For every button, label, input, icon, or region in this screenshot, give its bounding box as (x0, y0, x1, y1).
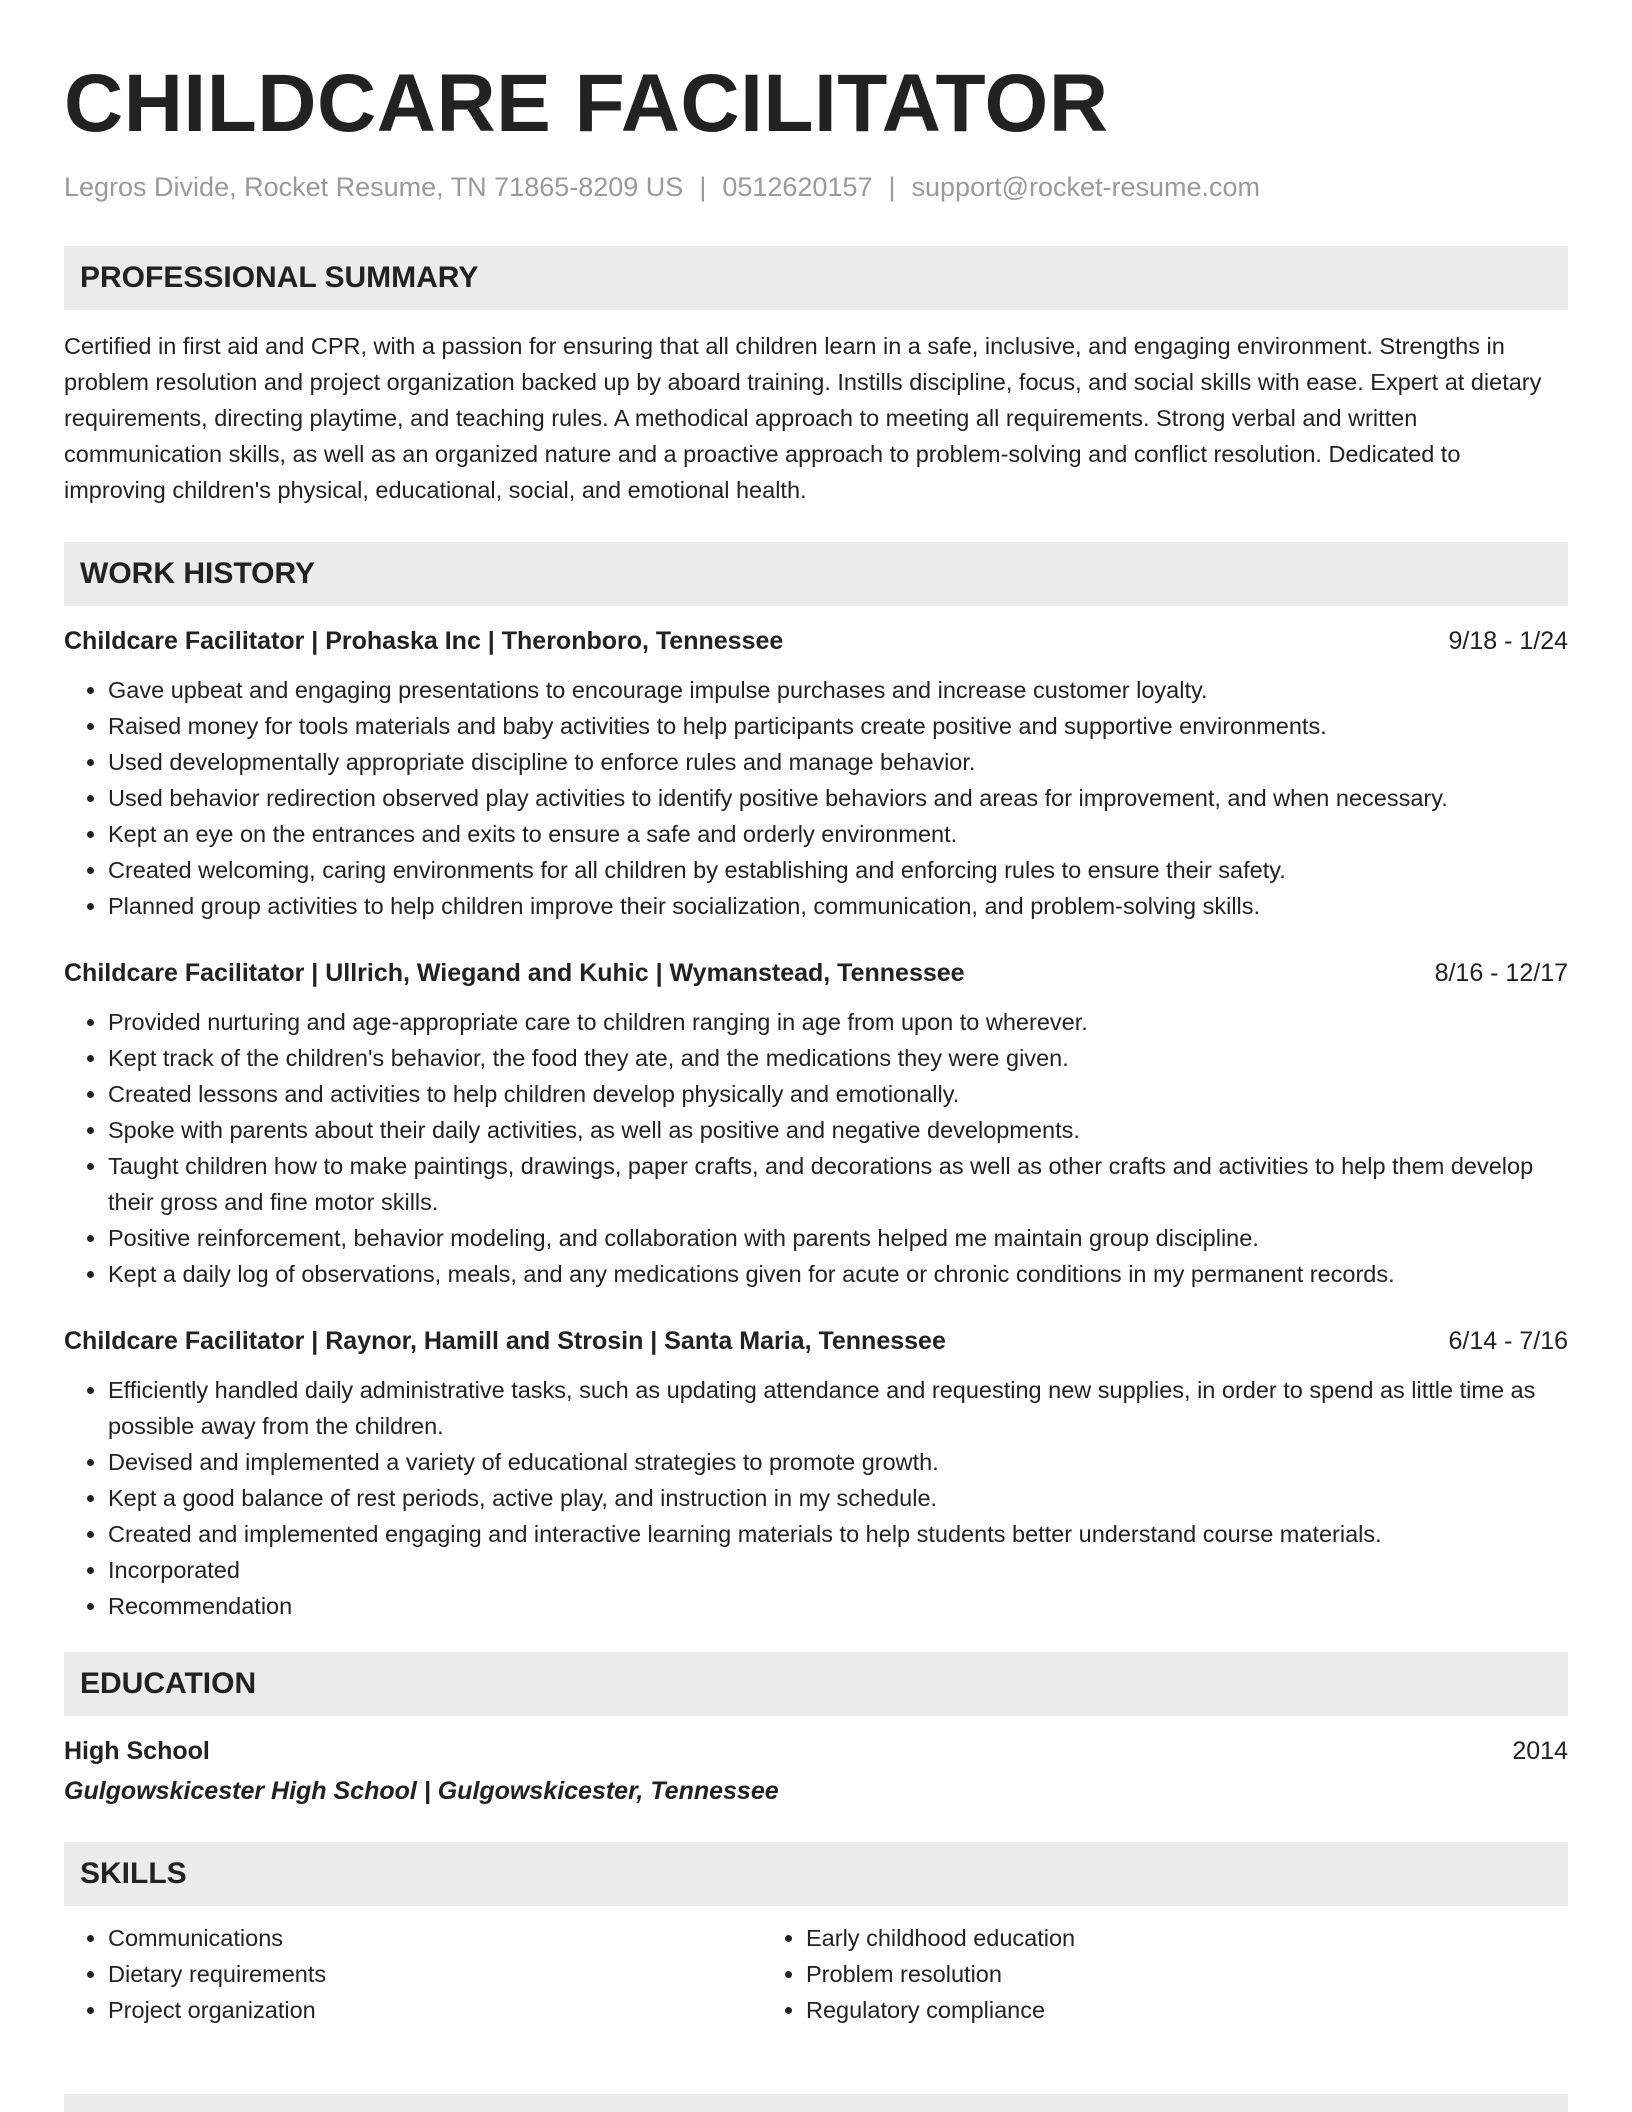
skills-heading: SKILLS (64, 1842, 1568, 1906)
job-head (64, 956, 1568, 990)
job-bullet: • Efficiently handled daily administrative tasks, such as updating attendance and requesting new supplies, in order to spend as little time as possible away from the children. (108, 1372, 1568, 1444)
job-bullet: • Kept an eye on the entrances and exits to ensure a safe and orderly environment. (108, 816, 1568, 852)
education-degree: High School (64, 1737, 210, 1765)
education-entry (64, 1734, 1568, 1808)
job-bullets (64, 1372, 1568, 1624)
education-year: 2014 (1512, 1737, 1568, 1765)
job-bullet: • Used developmentally appropriate discipline to enforce rules and manage behavior. (108, 744, 1568, 780)
skill-item: • Project organization (108, 1992, 762, 2028)
summary-text: Certified in first aid and CPR, with a passion for ensuring that all children learn in a safe, inclusive, and engaging environment. Strengths in problem resolution and project organization backed up by aboard training. Instills discipline, focus, and social skills with ease. Expert at dietary requirements, directing playtime, and teaching rules. A methodical approach to meeting all requirements. Strong verbal and written communication skills, as well as an organized nature and a proactive approach to problem-solving and conflict resolution. Dedicated to improving children's physical, educational, social, and emotional health. (64, 333, 1542, 503)
job-entry (64, 1324, 1568, 1624)
job-bullet: • Kept track of the children's behavior, the food they ate, and the medications they were given. (108, 1040, 1568, 1076)
skill-item: • Communications (108, 1920, 762, 1956)
skills-column-left (64, 1920, 762, 2028)
job-entry (64, 956, 1568, 1292)
contact-phone: 0512620157 (722, 172, 873, 202)
education-head (64, 1734, 1568, 1768)
job-entry (64, 624, 1568, 924)
contact-line (64, 170, 1568, 204)
contact-separator: | (699, 172, 707, 202)
contact-address: Legros Divide, Rocket Resume, TN 71865-8209 US (64, 172, 684, 202)
job-bullet: • Incorporated (108, 1552, 1568, 1588)
job-bullets (64, 1004, 1568, 1292)
skill-item: • Early childhood education (806, 1920, 1460, 1956)
education-school: Gulgowskicester High School | Gulgowskicester, Tennessee (64, 1777, 779, 1805)
skill-item: • Problem resolution (806, 1956, 1460, 1992)
job-bullet: • Positive reinforcement, behavior modeling, and collaboration with parents helped me maintain group discipline. (108, 1220, 1568, 1256)
job-bullet: • Recommendation (108, 1588, 1568, 1624)
education-heading: EDUCATION (64, 1652, 1568, 1716)
job-bullet: • Planned group activities to help children improve their socialization, communication, and problem-solving skills. (108, 888, 1568, 924)
work-history-heading: WORK HISTORY (64, 542, 1568, 606)
job-bullet: • Kept a daily log of observations, meals, and any medications given for acute or chronic conditions in my permanent records. (108, 1256, 1568, 1292)
work-history-list (64, 624, 1568, 1624)
summary-heading: PROFESSIONAL SUMMARY (64, 246, 1568, 310)
job-bullet: • Created lessons and activities to help children develop physically and emotionally. (108, 1076, 1568, 1112)
job-bullet: • Created welcoming, caring environments for all children by establishing and enforcing rules to ensure their safety. (108, 852, 1568, 888)
job-bullet: • Raised money for tools materials and baby activities to help participants create positive and supportive environments. (108, 708, 1568, 744)
skill-item: • Regulatory compliance (806, 1992, 1460, 2028)
job-bullets (64, 672, 1568, 924)
job-head (64, 1324, 1568, 1358)
skills-list (64, 1920, 1568, 2028)
job-dates: 8/16 - 12/17 (1434, 959, 1568, 987)
job-bullet: • Kept a good balance of rest periods, active play, and instruction in my schedule. (108, 1480, 1568, 1516)
job-bullet: • Devised and implemented a variety of educational strategies to promote growth. (108, 1444, 1568, 1480)
job-head (64, 624, 1568, 658)
contact-separator: | (888, 172, 896, 202)
job-dates: 9/18 - 1/24 (1448, 627, 1568, 655)
candidate-name: CHILDCARE FACILITATOR (64, 58, 1109, 149)
job-bullet: • Spoke with parents about their daily activities, as well as positive and negative developments. (108, 1112, 1568, 1148)
job-bullet: • Created and implemented engaging and interactive learning materials to help students better understand course materials. (108, 1516, 1568, 1552)
job-title: Childcare Facilitator | Raynor, Hamill and Strosin | Santa Maria, Tennessee (64, 1327, 946, 1355)
job-bullet: • Provided nurturing and age-appropriate care to children ranging in age from upon to wherever. (108, 1004, 1568, 1040)
job-bullet: • Used behavior redirection observed play activities to identify positive behaviors and areas for improvement, and when necessary. (108, 780, 1568, 816)
job-bullet: • Taught children how to make paintings, drawings, paper crafts, and decorations as well as other crafts and activities to help them develop their gross and fine motor skills. (108, 1148, 1568, 1220)
skill-item: • Dietary requirements (108, 1956, 762, 1992)
next-section-bar (64, 2094, 1568, 2112)
skills-column-right (762, 1920, 1460, 2028)
job-bullet: • Gave upbeat and engaging presentations to encourage impulse purchases and increase customer loyalty. (108, 672, 1568, 708)
job-title: Childcare Facilitator | Ullrich, Wiegand and Kuhic | Wymanstead, Tennessee (64, 959, 965, 987)
job-title: Childcare Facilitator | Prohaska Inc | Theronboro, Tennessee (64, 627, 784, 655)
contact-email: support@rocket-resume.com (911, 172, 1261, 202)
job-dates: 6/14 - 7/16 (1448, 1327, 1568, 1355)
